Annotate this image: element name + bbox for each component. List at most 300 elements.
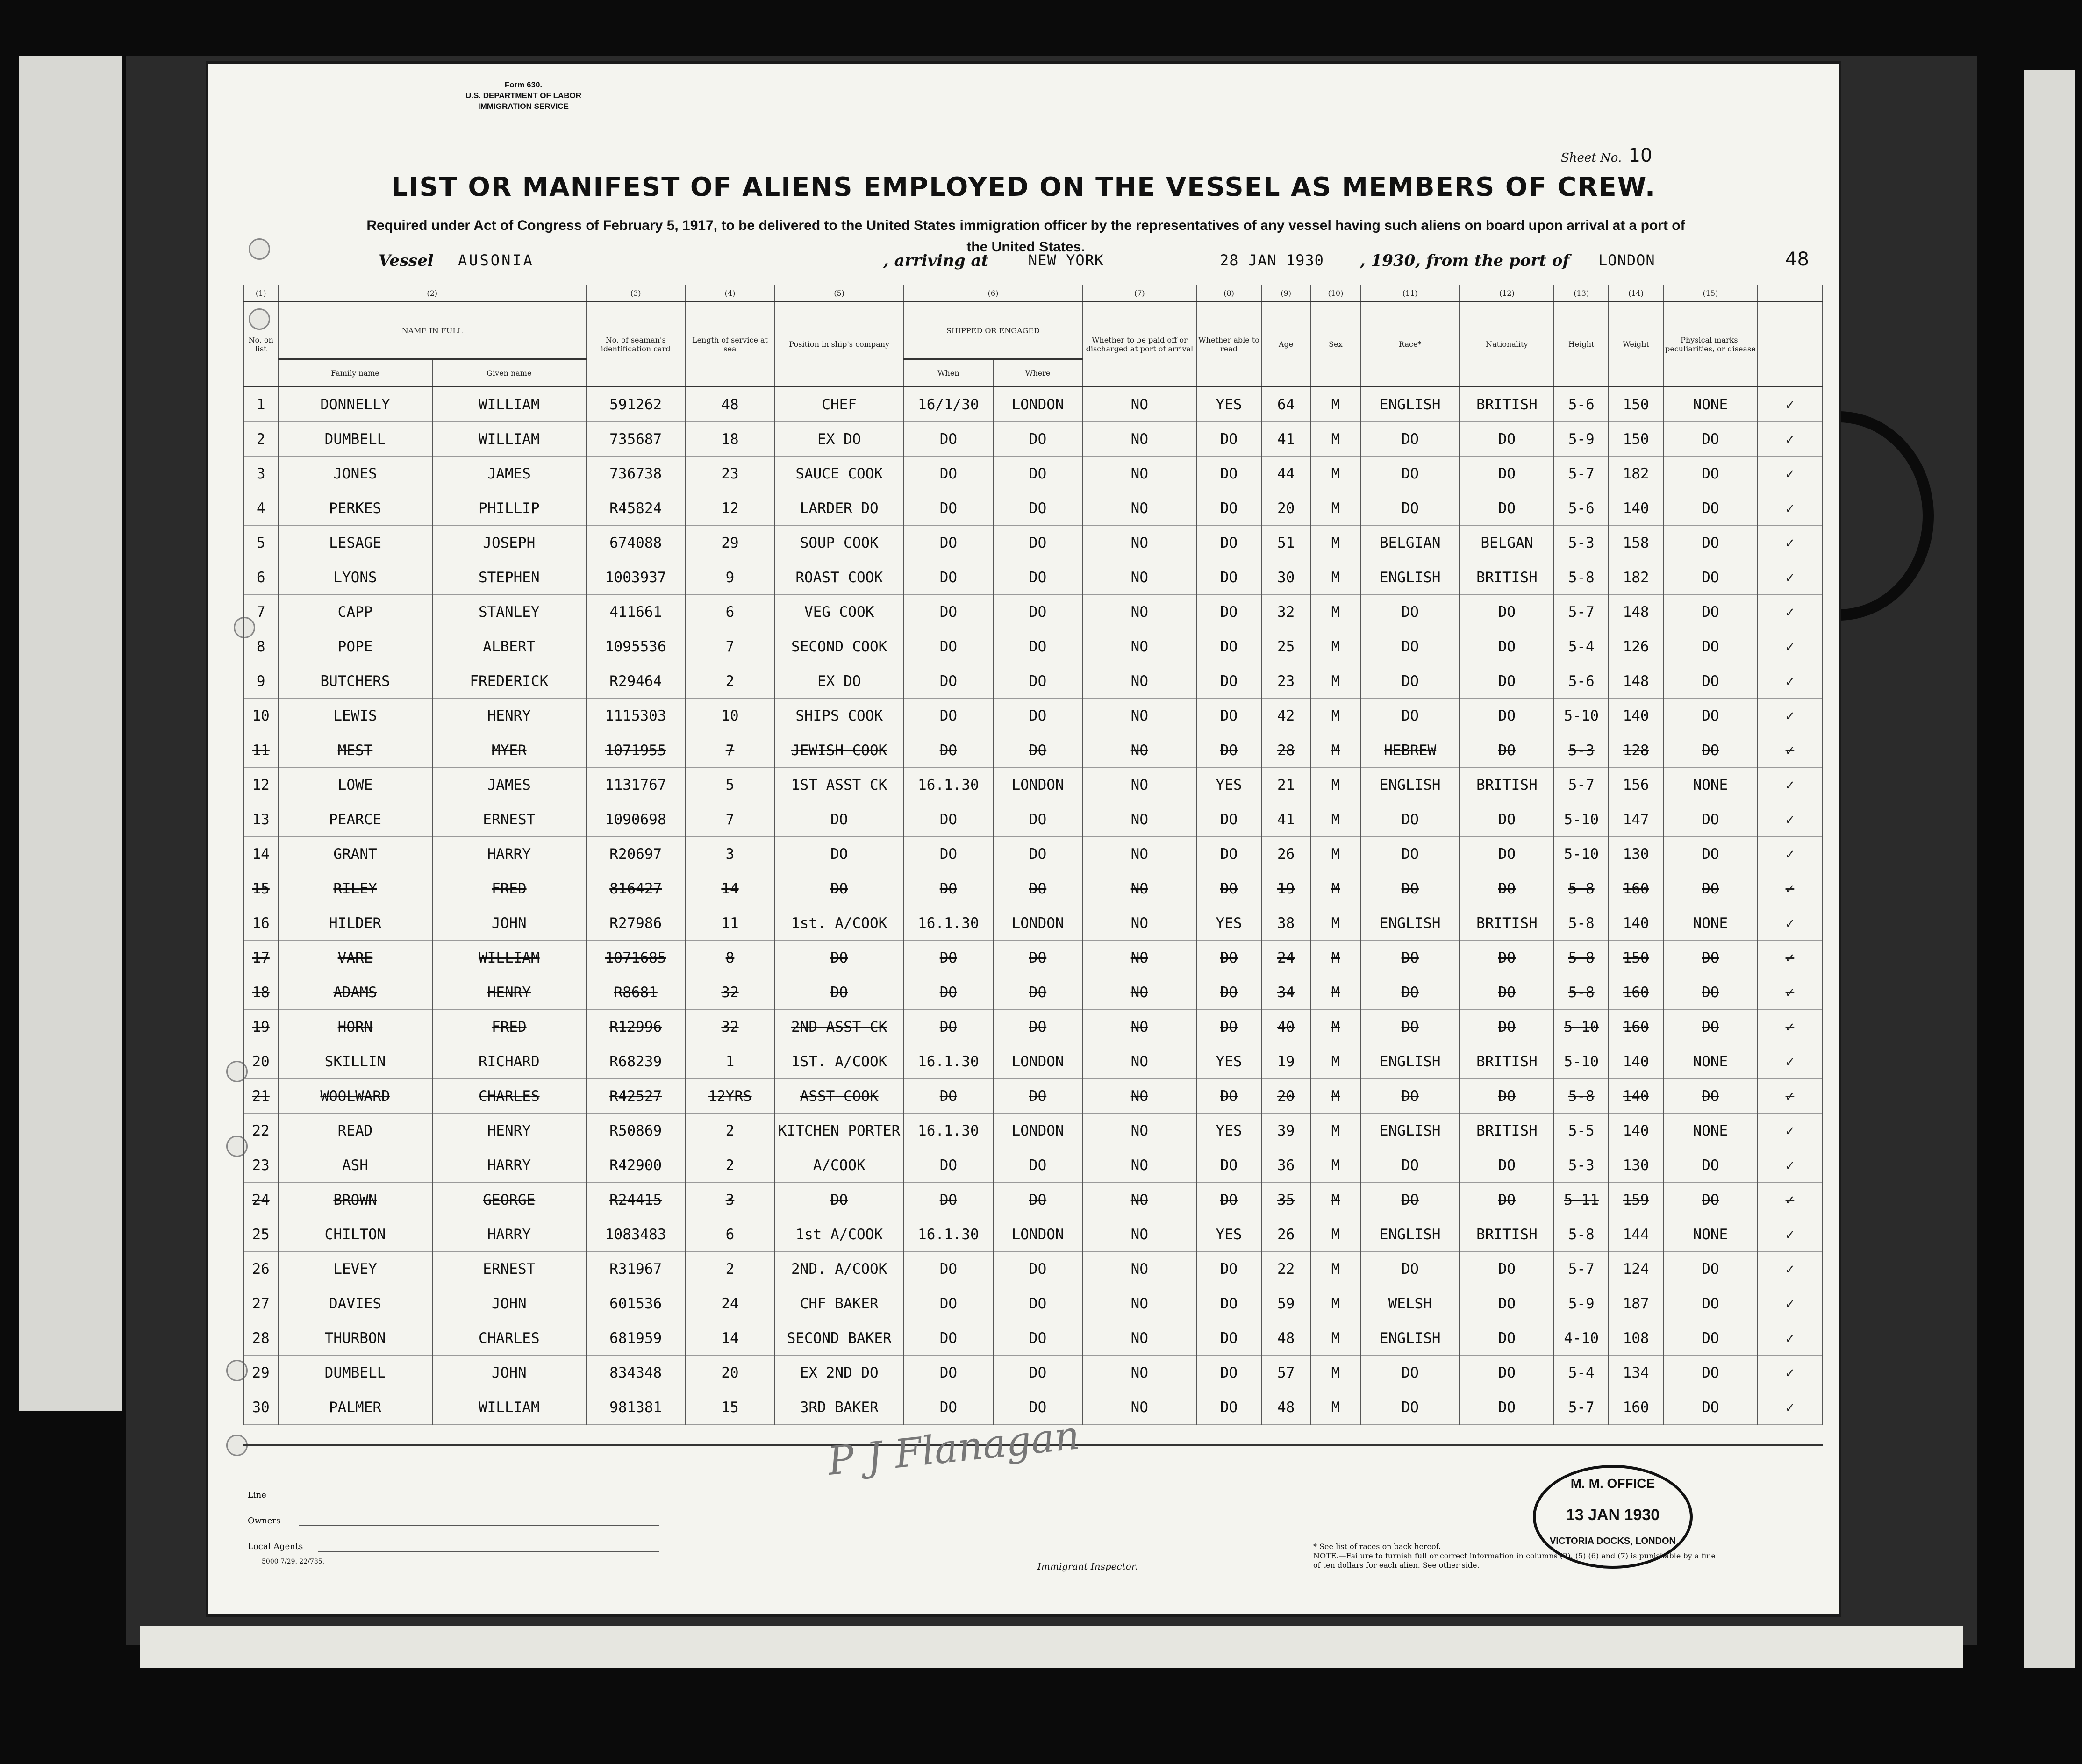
- id-card-number: R50869: [586, 1114, 685, 1148]
- row-number: 12: [243, 768, 278, 802]
- service-length: 18: [685, 422, 774, 457]
- family-name: DUMBELL: [278, 1356, 432, 1390]
- age: 20: [1261, 491, 1311, 526]
- check-mark-icon: ✓: [1758, 1286, 1822, 1321]
- check-mark-icon: ✓: [1758, 1217, 1822, 1252]
- height: 5-10: [1554, 802, 1609, 837]
- age: 38: [1261, 906, 1311, 941]
- check-mark-icon: ✓: [1758, 768, 1822, 802]
- physical-marks: DO: [1663, 664, 1758, 699]
- table-row: [243, 1286, 1822, 1321]
- physical-marks: DO: [1663, 733, 1758, 768]
- nationality: DO: [1460, 1079, 1554, 1114]
- service-length: 12YRS: [685, 1079, 774, 1114]
- physical-marks: NONE: [1663, 768, 1758, 802]
- able-to-read: DO: [1197, 733, 1261, 768]
- row-number: 1: [243, 387, 278, 422]
- service-length: 9: [685, 560, 774, 595]
- family-name: THURBON: [278, 1321, 432, 1356]
- service-length: 2: [685, 1252, 774, 1286]
- physical-marks: DO: [1663, 560, 1758, 595]
- height: 5-5: [1554, 1114, 1609, 1148]
- row-number: 9: [243, 664, 278, 699]
- shipped-when: 16.1.30: [904, 1217, 993, 1252]
- shipped-where: DO: [993, 595, 1082, 629]
- race: DO: [1360, 837, 1460, 871]
- shipped-when: DO: [904, 1321, 993, 1356]
- col-num: (2): [278, 285, 586, 302]
- weight: 148: [1609, 664, 1663, 699]
- shipped-when: DO: [904, 941, 993, 975]
- position: 2ND. A/COOK: [775, 1252, 904, 1286]
- given-name: HENRY: [432, 1114, 586, 1148]
- shipped-when: 16.1.30: [904, 1114, 993, 1148]
- manifest-rows: [243, 387, 1822, 1425]
- col-num: (5): [775, 285, 904, 302]
- nationality: DO: [1460, 1321, 1554, 1356]
- position: SOUP COOK: [775, 526, 904, 560]
- weight: 130: [1609, 837, 1663, 871]
- service-length: 7: [685, 802, 774, 837]
- position: EX DO: [775, 664, 904, 699]
- id-card-number: R42900: [586, 1148, 685, 1183]
- given-name: WILLIAM: [432, 387, 586, 422]
- shipped-where: DO: [993, 422, 1082, 457]
- sex: M: [1311, 595, 1360, 629]
- sex: M: [1311, 975, 1360, 1010]
- able-to-read: YES: [1197, 387, 1261, 422]
- given-name: HENRY: [432, 699, 586, 733]
- position: 1ST. A/COOK: [775, 1044, 904, 1079]
- physical-marks: DO: [1663, 491, 1758, 526]
- id-card-number: 1095536: [586, 629, 685, 664]
- table-row: [243, 733, 1822, 768]
- check-mark-icon: ✓: [1758, 457, 1822, 491]
- row-number: 4: [243, 491, 278, 526]
- paid-off: NO: [1082, 491, 1196, 526]
- shipped-when: DO: [904, 1286, 993, 1321]
- physical-marks: DO: [1663, 941, 1758, 975]
- shipped-where: DO: [993, 802, 1082, 837]
- id-card-number: 681959: [586, 1321, 685, 1356]
- given-name: CHARLES: [432, 1079, 586, 1114]
- height: 5-4: [1554, 629, 1609, 664]
- shipped-where: LONDON: [993, 906, 1082, 941]
- weight: 150: [1609, 941, 1663, 975]
- table-row: [243, 906, 1822, 941]
- shipped-where: DO: [993, 1148, 1082, 1183]
- id-card-number: R42527: [586, 1079, 685, 1114]
- weight: 159: [1609, 1183, 1663, 1217]
- shipped-where: DO: [993, 1390, 1082, 1425]
- able-to-read: DO: [1197, 1321, 1261, 1356]
- shipped-when: DO: [904, 664, 993, 699]
- sex: M: [1311, 699, 1360, 733]
- weight: 147: [1609, 802, 1663, 837]
- shipped-where: DO: [993, 629, 1082, 664]
- service-length: 2: [685, 1148, 774, 1183]
- family-name: DUMBELL: [278, 422, 432, 457]
- race: ENGLISH: [1360, 906, 1460, 941]
- service-length: 5: [685, 768, 774, 802]
- race: BELGIAN: [1360, 526, 1460, 560]
- height: 5-8: [1554, 941, 1609, 975]
- paid-off: NO: [1082, 1183, 1196, 1217]
- height: 5-8: [1554, 906, 1609, 941]
- paid-off: NO: [1082, 1079, 1196, 1114]
- header-weight: Weight: [1609, 302, 1663, 387]
- shipped-where: DO: [993, 560, 1082, 595]
- position: DO: [775, 975, 904, 1010]
- check-mark-icon: ✓: [1758, 1010, 1822, 1044]
- service-length: 3: [685, 837, 774, 871]
- check-mark-icon: ✓: [1758, 1183, 1822, 1217]
- given-name: WILLIAM: [432, 422, 586, 457]
- position: EX DO: [775, 422, 904, 457]
- position: DO: [775, 837, 904, 871]
- weight: 128: [1609, 733, 1663, 768]
- given-name: HARRY: [432, 837, 586, 871]
- stamp-top-text: M. M. OFFICE: [1570, 1476, 1655, 1491]
- paid-off: NO: [1082, 975, 1196, 1010]
- physical-marks: DO: [1663, 1183, 1758, 1217]
- sex: M: [1311, 1114, 1360, 1148]
- shipped-where: DO: [993, 1321, 1082, 1356]
- weight: 158: [1609, 526, 1663, 560]
- arriving-label: , arriving at: [883, 251, 989, 270]
- col-num: (15): [1663, 285, 1758, 302]
- given-name: ERNEST: [432, 802, 586, 837]
- race: WELSH: [1360, 1286, 1460, 1321]
- service-length: 2: [685, 664, 774, 699]
- shipped-where: DO: [993, 1079, 1082, 1114]
- race: DO: [1360, 802, 1460, 837]
- check-mark-icon: ✓: [1758, 1044, 1822, 1079]
- adjacent-page-right: [2024, 70, 2075, 1668]
- weight: 187: [1609, 1286, 1663, 1321]
- age: 19: [1261, 871, 1311, 906]
- table-row: [243, 802, 1822, 837]
- table-row: [243, 1010, 1822, 1044]
- sex: M: [1311, 1217, 1360, 1252]
- shipped-where: LONDON: [993, 387, 1082, 422]
- shipped-where: DO: [993, 837, 1082, 871]
- nationality: DO: [1460, 699, 1554, 733]
- family-name: PALMER: [278, 1390, 432, 1425]
- header-age: Age: [1261, 302, 1311, 387]
- id-card-number: 1071685: [586, 941, 685, 975]
- position: EX 2ND DO: [775, 1356, 904, 1390]
- race: DO: [1360, 1356, 1460, 1390]
- physical-marks: NONE: [1663, 1044, 1758, 1079]
- col-tick: [1758, 285, 1822, 302]
- weight: 140: [1609, 1114, 1663, 1148]
- service-length: 11: [685, 906, 774, 941]
- nationality: DO: [1460, 802, 1554, 837]
- physical-marks: DO: [1663, 802, 1758, 837]
- shipped-where: LONDON: [993, 1217, 1082, 1252]
- sex: M: [1311, 457, 1360, 491]
- id-card-number: 1083483: [586, 1217, 685, 1252]
- paid-off: NO: [1082, 941, 1196, 975]
- office-stamp: [1533, 1465, 1693, 1569]
- page-number: 48: [1785, 249, 1809, 270]
- shipped-where: DO: [993, 1010, 1082, 1044]
- weight: 126: [1609, 629, 1663, 664]
- race: DO: [1360, 871, 1460, 906]
- shipped-when: DO: [904, 422, 993, 457]
- position: JEWISH COOK: [775, 733, 904, 768]
- age: 24: [1261, 941, 1311, 975]
- header-family-name: Family name: [278, 359, 432, 387]
- race: DO: [1360, 941, 1460, 975]
- family-name: ADAMS: [278, 975, 432, 1010]
- table-row: [243, 595, 1822, 629]
- id-card-number: R8681: [586, 975, 685, 1010]
- nationality: DO: [1460, 457, 1554, 491]
- service-length: 20: [685, 1356, 774, 1390]
- height: 5-7: [1554, 768, 1609, 802]
- service-length: 7: [685, 629, 774, 664]
- col-num: (10): [1311, 285, 1360, 302]
- family-name: PEARCE: [278, 802, 432, 837]
- able-to-read: DO: [1197, 837, 1261, 871]
- family-name: JONES: [278, 457, 432, 491]
- id-card-number: 834348: [586, 1356, 685, 1390]
- row-number: 5: [243, 526, 278, 560]
- check-mark-icon: ✓: [1758, 526, 1822, 560]
- nationality: BRITISH: [1460, 768, 1554, 802]
- shipped-where: DO: [993, 975, 1082, 1010]
- able-to-read: DO: [1197, 1183, 1261, 1217]
- shipped-when: DO: [904, 457, 993, 491]
- id-card-number: R31967: [586, 1252, 685, 1286]
- sex: M: [1311, 1321, 1360, 1356]
- paid-off: NO: [1082, 1390, 1196, 1425]
- row-number: 15: [243, 871, 278, 906]
- table-row: [243, 629, 1822, 664]
- race: ENGLISH: [1360, 1114, 1460, 1148]
- paid-off: NO: [1082, 422, 1196, 457]
- check-mark-icon: ✓: [1758, 629, 1822, 664]
- position: SAUCE COOK: [775, 457, 904, 491]
- nationality: BELGAN: [1460, 526, 1554, 560]
- weight: 140: [1609, 1079, 1663, 1114]
- age: 39: [1261, 1114, 1311, 1148]
- physical-marks: DO: [1663, 1356, 1758, 1390]
- race: DO: [1360, 1010, 1460, 1044]
- position: 1ST ASST CK: [775, 768, 904, 802]
- sheet-number-value: 10: [1628, 145, 1653, 166]
- height: 5-9: [1554, 1286, 1609, 1321]
- sheet-number: [1561, 145, 1652, 166]
- race: HEBREW: [1360, 733, 1460, 768]
- position: CHEF: [775, 387, 904, 422]
- shipped-where: DO: [993, 457, 1082, 491]
- check-mark-icon: ✓: [1758, 871, 1822, 906]
- age: 23: [1261, 664, 1311, 699]
- age: 64: [1261, 387, 1311, 422]
- physical-marks: DO: [1663, 871, 1758, 906]
- given-name: HENRY: [432, 975, 586, 1010]
- given-name: JOSEPH: [432, 526, 586, 560]
- row-number: 14: [243, 837, 278, 871]
- shipped-when: DO: [904, 802, 993, 837]
- position: SECOND BAKER: [775, 1321, 904, 1356]
- shipped-where: DO: [993, 699, 1082, 733]
- weight: 140: [1609, 906, 1663, 941]
- table-row: [243, 1183, 1822, 1217]
- position: 3RD BAKER: [775, 1390, 904, 1425]
- age: 20: [1261, 1079, 1311, 1114]
- family-name: MEST: [278, 733, 432, 768]
- check-mark-icon: ✓: [1758, 1079, 1822, 1114]
- service: IMMIGRATION SERVICE: [478, 102, 569, 111]
- shipped-when: DO: [904, 1010, 993, 1044]
- service-length: 32: [685, 975, 774, 1010]
- family-name: BUTCHERS: [278, 664, 432, 699]
- id-card-number: 1071955: [586, 733, 685, 768]
- id-card-number: R24415: [586, 1183, 685, 1217]
- position: ROAST COOK: [775, 560, 904, 595]
- physical-marks: DO: [1663, 595, 1758, 629]
- shipped-when: DO: [904, 1148, 993, 1183]
- physical-marks: DO: [1663, 975, 1758, 1010]
- paid-off: NO: [1082, 1148, 1196, 1183]
- nationality: DO: [1460, 491, 1554, 526]
- check-mark-icon: ✓: [1758, 1114, 1822, 1148]
- nationality: DO: [1460, 1252, 1554, 1286]
- shipped-where: DO: [993, 733, 1082, 768]
- physical-marks: DO: [1663, 457, 1758, 491]
- shipped-when: DO: [904, 560, 993, 595]
- sex: M: [1311, 941, 1360, 975]
- sex: M: [1311, 1390, 1360, 1425]
- position: VEG COOK: [775, 595, 904, 629]
- given-name: STEPHEN: [432, 560, 586, 595]
- row-number: 24: [243, 1183, 278, 1217]
- id-card-number: R27986: [586, 906, 685, 941]
- table-row: [243, 491, 1822, 526]
- height: 5-10: [1554, 699, 1609, 733]
- table-row: [243, 1321, 1822, 1356]
- age: 40: [1261, 1010, 1311, 1044]
- physical-marks: DO: [1663, 1390, 1758, 1425]
- paid-off: NO: [1082, 871, 1196, 906]
- row-number: 26: [243, 1252, 278, 1286]
- row-number: 18: [243, 975, 278, 1010]
- able-to-read: DO: [1197, 1356, 1261, 1390]
- table-row: [243, 664, 1822, 699]
- race: DO: [1360, 975, 1460, 1010]
- department: U.S. DEPARTMENT OF LABOR: [465, 91, 582, 100]
- family-name: WOOLWARD: [278, 1079, 432, 1114]
- id-card-number: 1131767: [586, 768, 685, 802]
- header-able-read: Whether able to read: [1197, 302, 1261, 387]
- age: 35: [1261, 1183, 1311, 1217]
- shipped-when: DO: [904, 595, 993, 629]
- race: DO: [1360, 595, 1460, 629]
- family-name: SKILLIN: [278, 1044, 432, 1079]
- header-given-name: Given name: [432, 359, 586, 387]
- check-mark-icon: ✓: [1758, 491, 1822, 526]
- header-tick: [1758, 302, 1822, 387]
- race: DO: [1360, 422, 1460, 457]
- col-num: (4): [685, 285, 774, 302]
- paid-off: NO: [1082, 1286, 1196, 1321]
- able-to-read: DO: [1197, 664, 1261, 699]
- position: A/COOK: [775, 1148, 904, 1183]
- service-length: 15: [685, 1390, 774, 1425]
- sex: M: [1311, 1286, 1360, 1321]
- service-length: 6: [685, 595, 774, 629]
- height: 5-8: [1554, 1217, 1609, 1252]
- header-paid-off: Whether to be paid off or discharged at port of arrival: [1082, 302, 1196, 387]
- row-number: 7: [243, 595, 278, 629]
- table-row: [243, 975, 1822, 1010]
- able-to-read: DO: [1197, 1079, 1261, 1114]
- family-name: DONNELLY: [278, 387, 432, 422]
- nationality: DO: [1460, 941, 1554, 975]
- able-to-read: DO: [1197, 422, 1261, 457]
- weight: 182: [1609, 560, 1663, 595]
- able-to-read: DO: [1197, 802, 1261, 837]
- height: 5-7: [1554, 1390, 1609, 1425]
- given-name: HARRY: [432, 1148, 586, 1183]
- given-name: CHARLES: [432, 1321, 586, 1356]
- nationality: DO: [1460, 871, 1554, 906]
- service-length: 23: [685, 457, 774, 491]
- weight: 140: [1609, 491, 1663, 526]
- physical-marks: DO: [1663, 699, 1758, 733]
- given-name: ERNEST: [432, 1252, 586, 1286]
- physical-marks: NONE: [1663, 906, 1758, 941]
- weight: 140: [1609, 699, 1663, 733]
- weight: 182: [1609, 457, 1663, 491]
- paid-off: NO: [1082, 629, 1196, 664]
- family-name: CHILTON: [278, 1217, 432, 1252]
- service-length: 10: [685, 699, 774, 733]
- race: DO: [1360, 1183, 1460, 1217]
- shipped-where: DO: [993, 1356, 1082, 1390]
- race: ENGLISH: [1360, 768, 1460, 802]
- race: DO: [1360, 1148, 1460, 1183]
- family-name: LYONS: [278, 560, 432, 595]
- sex: M: [1311, 422, 1360, 457]
- age: 44: [1261, 457, 1311, 491]
- age: 36: [1261, 1148, 1311, 1183]
- able-to-read: DO: [1197, 595, 1261, 629]
- physical-marks: DO: [1663, 1079, 1758, 1114]
- race: DO: [1360, 699, 1460, 733]
- shipped-when: DO: [904, 837, 993, 871]
- weight: 124: [1609, 1252, 1663, 1286]
- paid-off: NO: [1082, 802, 1196, 837]
- row-number: 2: [243, 422, 278, 457]
- col-num: (1): [243, 285, 278, 302]
- header-row: [243, 302, 1822, 359]
- given-name: WILLIAM: [432, 941, 586, 975]
- paid-off: NO: [1082, 1356, 1196, 1390]
- race: ENGLISH: [1360, 1321, 1460, 1356]
- nationality: BRITISH: [1460, 560, 1554, 595]
- weight: 160: [1609, 871, 1663, 906]
- weight: 160: [1609, 975, 1663, 1010]
- paid-off: NO: [1082, 526, 1196, 560]
- race: DO: [1360, 457, 1460, 491]
- position: KITCHEN PORTER: [775, 1114, 904, 1148]
- paid-off: NO: [1082, 1321, 1196, 1356]
